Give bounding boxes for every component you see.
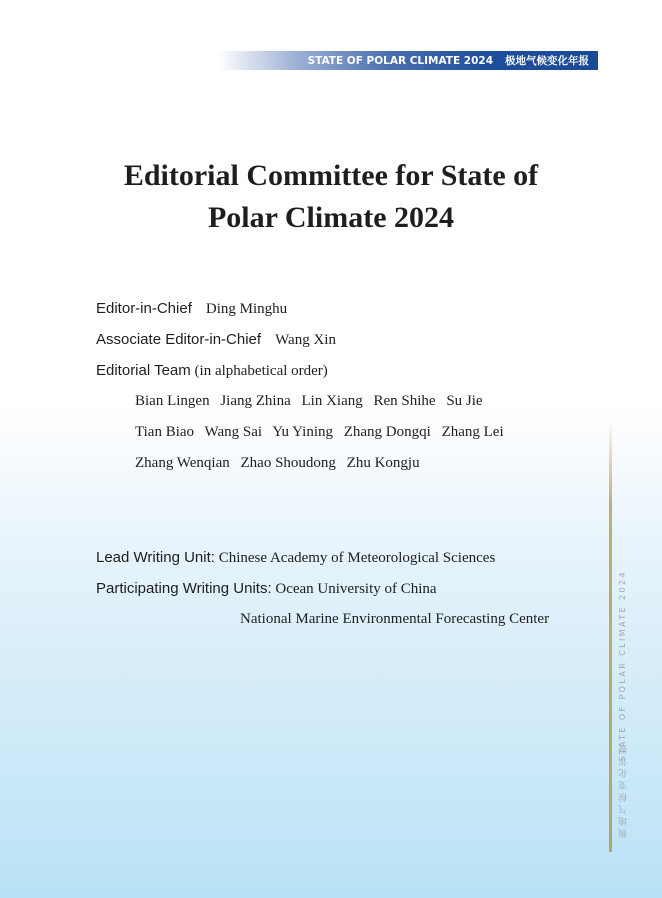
banner-title-en: STATE OF POLAR CLIMATE 2024 [307, 54, 493, 67]
team-member: Wang Sai [204, 424, 263, 440]
editor-in-chief-name: Ding Minghu [205, 301, 288, 317]
team-names-row-2 [135, 424, 511, 441]
header-banner [218, 51, 598, 70]
team-member: Zhao Shoudong [240, 455, 336, 471]
associate-editor-row [96, 331, 336, 349]
team-names-row-3 [135, 455, 427, 472]
team-member: Yu Yining [272, 424, 333, 440]
team-member: Zhang Wenqian [135, 455, 230, 471]
page-title-line-1: Editorial Committee for State of [123, 159, 539, 192]
participating-unit-2-row [240, 611, 549, 628]
associate-editor-label: Associate Editor-in-Chief [96, 331, 262, 348]
page-title [0, 155, 662, 239]
editorial-team-label: Editorial Team [96, 362, 191, 379]
banner-title-cn: 极地气候变化年报 [505, 55, 589, 67]
team-member: Su Jie [446, 393, 483, 409]
participating-unit-2: National Marine Environmental Forecasting Center [240, 611, 550, 627]
side-vertical-title-en: STATE OF POLAR CLIMATE 2024 [618, 570, 627, 762]
team-member: Zhu Kongju [346, 455, 420, 471]
team-member: Zhang Lei [441, 424, 504, 440]
team-member: Jiang Zhina [220, 393, 291, 409]
editorial-team-note: (in alphabetical order) [194, 363, 328, 379]
associate-editor-name: Wang Xin [275, 332, 336, 348]
page-title-line-2: Polar Climate 2024 [207, 201, 455, 234]
team-member: Bian Lingen [135, 393, 210, 409]
lead-writing-unit-label: Lead Writing Unit: [96, 549, 215, 566]
editor-in-chief-row [96, 300, 287, 318]
team-member: Ren Shihe [373, 393, 436, 409]
team-member: Zhang Dongqi [343, 424, 431, 440]
side-vertical-title-cn: 极地气候变化年报 [619, 742, 629, 838]
participating-units-row [96, 580, 437, 598]
editor-in-chief-label: Editor-in-Chief [96, 300, 192, 317]
lead-writing-unit-value: Chinese Academy of Meteorological Sciences [218, 550, 496, 566]
team-names-row-1 [135, 393, 490, 410]
editorial-team-row [96, 362, 328, 380]
participating-unit-1: Ocean University of China [275, 581, 437, 597]
side-divider-line [609, 420, 612, 852]
team-member: Lin Xiang [301, 393, 363, 409]
lead-writing-unit-row [96, 549, 495, 567]
team-member: Tian Biao [135, 424, 195, 440]
participating-units-label: Participating Writing Units: [96, 580, 272, 597]
